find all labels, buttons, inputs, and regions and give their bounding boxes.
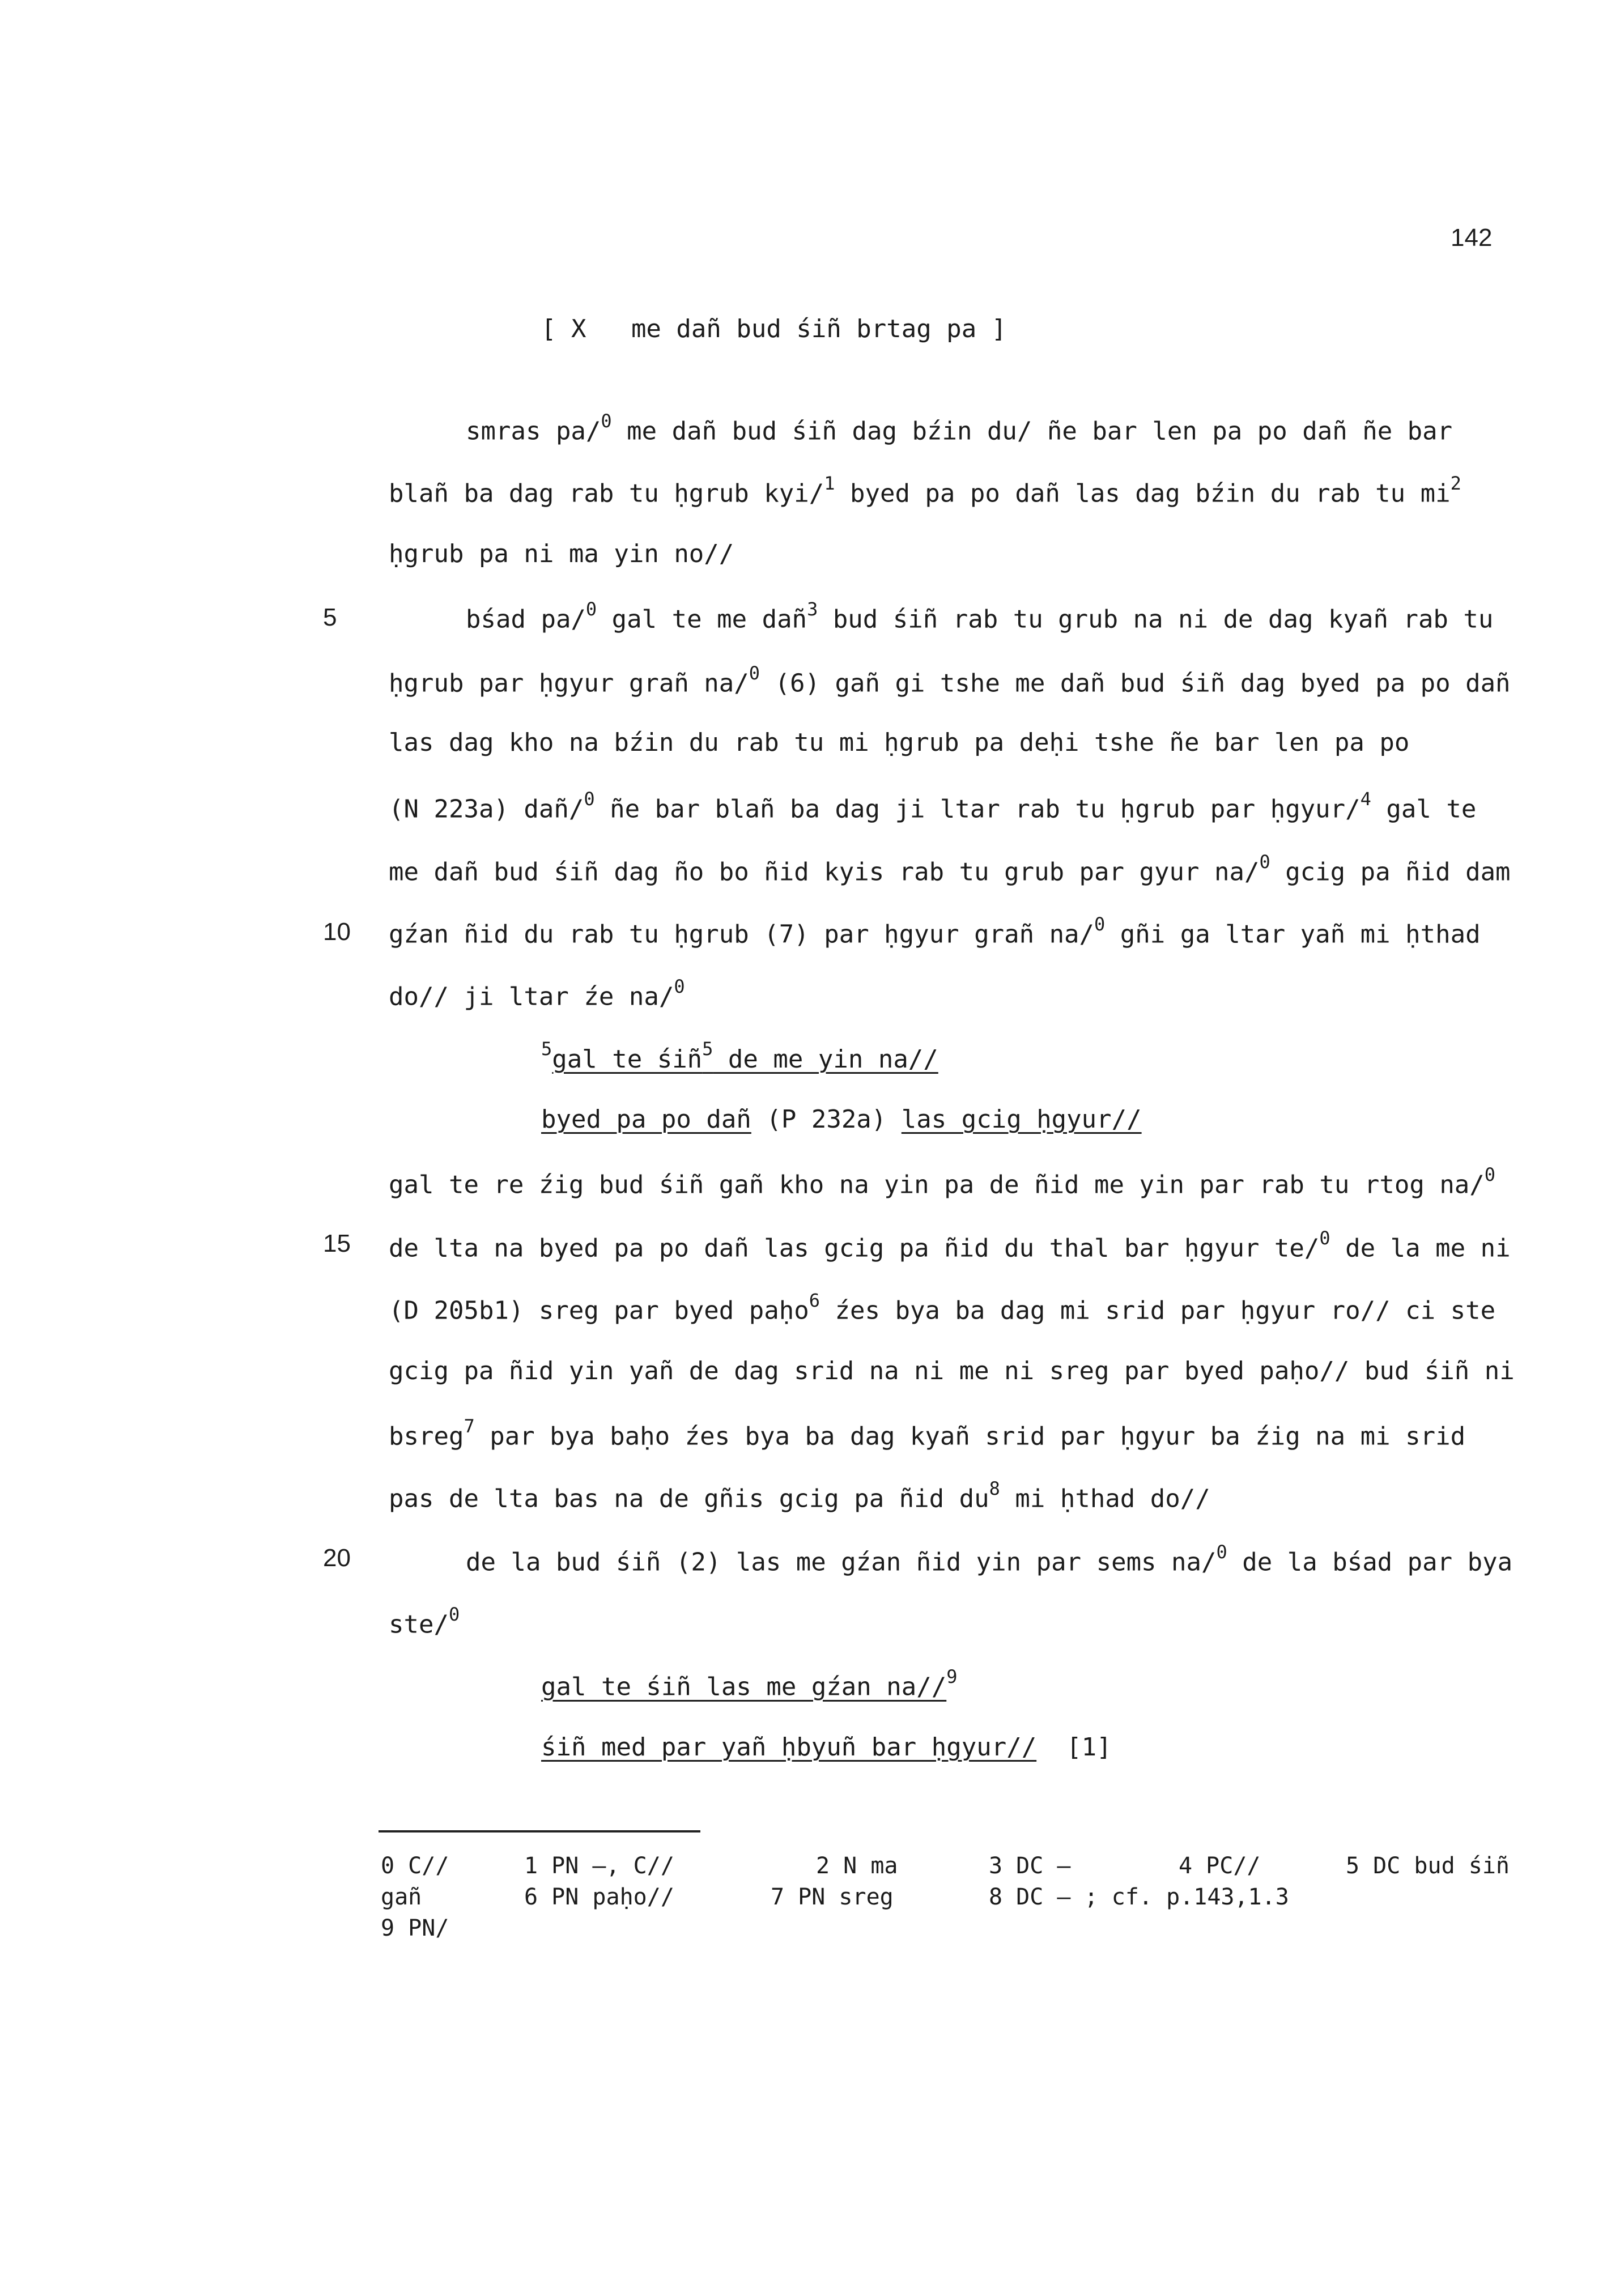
- footnote: 5 DC bud śiñ: [1346, 1853, 1510, 1879]
- text-line: (D 205b1) sreg par byed paḥo$^6$ źes bya ba dag mi srid par ḥgyur ro// ci ste: [389, 1290, 1496, 1325]
- text-line: ḥgrub par ḥgyur grañ na/$^0$ (6) gañ gi tshe me dañ bud śiñ dag byed pa po dañ: [389, 662, 1511, 698]
- verse-line: byed pa po dañ (P 232a) las gcig ḥgyur//: [541, 1105, 1142, 1134]
- page-number: 142: [1451, 224, 1493, 252]
- footnote: 6 PN paḥo//: [524, 1884, 674, 1910]
- text-line: blañ ba dag rab tu ḥgrub kyi/$^1$ byed pa po dañ las dag bźin du rab tu $mi^2$: [389, 473, 1461, 508]
- chapter-heading: [ X me dañ bud śiñ brtag pa ]: [541, 314, 1007, 343]
- footnote: 8 DC — ; cf. p.143,1.3: [989, 1884, 1289, 1910]
- footnote-rule: [379, 1830, 700, 1832]
- text-line: bśad pa/$^0$ gal te me dañ$^3$ bud śiñ rab tu grub na ni de dag kyañ rab tu: [466, 598, 1494, 634]
- text-line: ḥgrub pa ni ma yin no//: [389, 539, 734, 568]
- text-line: me dañ bud śiñ dag ño bo ñid kyis rab tu grub par gyur na/$^0$ gcig pa ñid dam: [389, 851, 1511, 887]
- verse-line: gal te śiñ las me gźan na//$^9$: [541, 1666, 958, 1702]
- text-line: do// ji ltar źe na/$^0$: [389, 976, 685, 1011]
- footnote: 3 DC —: [989, 1853, 1071, 1879]
- line-number-5: 5: [323, 603, 337, 631]
- text-line: gal te re źig bud śiñ gañ kho na yin pa de ñid me yin par rab tu rtog na/$^0$: [389, 1164, 1496, 1200]
- text-line: ste/$^0$: [389, 1604, 460, 1639]
- footnote: 7 PN sreg: [771, 1884, 894, 1910]
- footnote: 0 C//: [381, 1853, 449, 1879]
- text-line: de lta na byed pa po dañ las gcig pa ñid du thal bar ḥgyur te/$^0$ de la me ni: [389, 1227, 1511, 1263]
- text-line: gźan ñid du rab tu ḥgrub (7) par ḥgyur grañ na/$^0$ gñi ga ltar yañ mi ḥthad: [389, 913, 1481, 949]
- text-line: de la bud śiñ (2) las me gźan ñid yin par sems na/$^0$ de la bśad par bya: [466, 1541, 1513, 1577]
- text-line: gcig pa ñid yin yañ de dag srid na ni me ni sreg par byed paḥo// bud śiñ ni: [389, 1357, 1515, 1385]
- verse-line: śiñ med par yañ ḥbyuñ bar ḥgyur// [1]: [541, 1733, 1112, 1762]
- footnote: 2 N ma: [816, 1853, 898, 1879]
- text-line: pas de lta bas na de gñis gcig pa ñid $du^8$ mi ḥthad do//: [389, 1478, 1210, 1513]
- line-number-15: 15: [323, 1230, 351, 1257]
- line-number-20: 20: [323, 1544, 351, 1572]
- verse-line: $^5$gal te śiñ$^5$ de me yin na//: [541, 1038, 938, 1074]
- footnote: 1 PN —, C//: [524, 1853, 674, 1879]
- footnote: gañ: [381, 1884, 422, 1910]
- footnote: 4 PC//: [1179, 1853, 1261, 1879]
- footnote: 9 PN/: [381, 1915, 449, 1941]
- line-number-10: 10: [323, 918, 351, 946]
- text-line: smras pa/$^0$ me dañ bud śiñ dag bźin du/ ñe bar len pa po dañ ñe bar: [466, 410, 1453, 446]
- text-line: las dag kho na bźin du rab tu mi ḥgrub pa deḥi tshe ñe bar len pa po: [389, 728, 1410, 757]
- text-line: bsreg$^7$ par bya baḥo źes bya ba dag kyañ srid par ḥgyur ba źig na mi srid: [389, 1415, 1466, 1451]
- text-line: (N 223a) dañ/$^0$ ñe bar blañ ba dag ji ltar rab tu ḥgrub par ḥgyur/$^4$ gal te: [389, 788, 1477, 824]
